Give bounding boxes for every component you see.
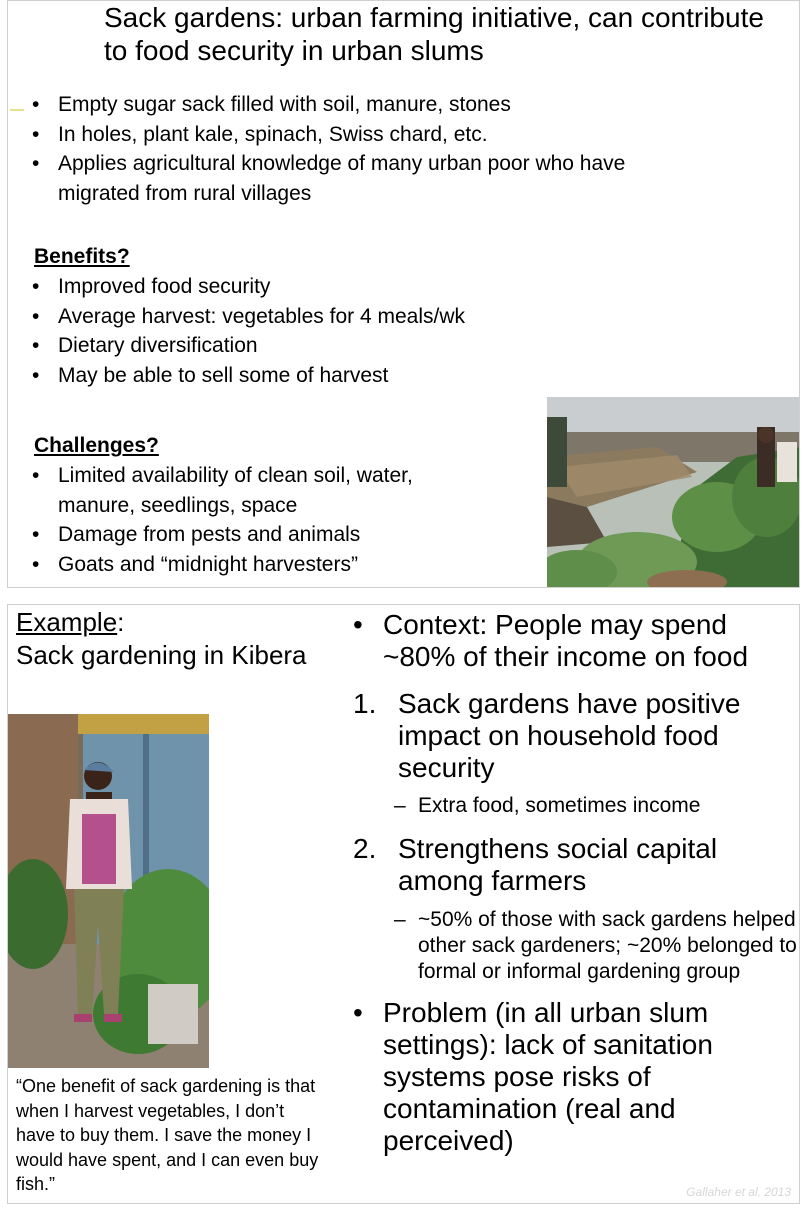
context-item xyxy=(353,609,798,673)
list-item: • Improved food security xyxy=(32,272,652,302)
example-heading xyxy=(16,606,307,672)
challenges-list xyxy=(32,461,452,579)
point-1-sub xyxy=(353,793,798,819)
number-marker: 2. xyxy=(353,833,377,864)
slum-garden-photo xyxy=(547,397,800,587)
slide-title: Sack gardens: urban farming initiative, can contribute to food security in urban slums xyxy=(104,2,764,66)
point-2-sub xyxy=(353,907,798,985)
point-1-text: Sack gardens have positive impact on household food security xyxy=(398,688,741,783)
point-2-text: Strengthens social capital among farmers xyxy=(398,833,718,896)
benefits-heading: Benefits? xyxy=(34,245,130,268)
problem-text: Problem (in all urban slum settings): lack of sanitation systems pose risks of contamination (real and perceived) xyxy=(383,997,713,1156)
benefits-list xyxy=(32,272,652,390)
list-item: • Dietary diversification xyxy=(32,331,652,361)
example-colon: : xyxy=(117,607,125,637)
context-text: Context: People may spend ~80% of their income on food xyxy=(383,609,749,672)
bullet-marker: • xyxy=(353,997,363,1028)
list-item: • Average harvest: vegetables for 4 meals/wk xyxy=(32,302,652,332)
problem-item xyxy=(353,997,798,1157)
list-item: • May be able to sell some of harvest xyxy=(32,361,652,391)
dash-marker: – xyxy=(394,794,406,817)
slum-garden-image xyxy=(547,397,800,587)
example-label: Example xyxy=(16,607,118,637)
list-item: • Goats and “midnight harvesters” xyxy=(32,550,452,580)
example-subtitle: Sack gardening in Kibera xyxy=(16,640,307,670)
woman-sack-garden-photo xyxy=(8,714,209,1068)
list-item: • Empty sugar sack filled with soil, manure, stones xyxy=(32,90,652,120)
number-marker: 1. xyxy=(353,688,377,719)
highlight-mark xyxy=(10,109,24,111)
kibera-woman-image xyxy=(8,714,209,1068)
slide-sack-gardens xyxy=(7,0,800,588)
farmer-quote: “One benefit of sack gardening is that when I harvest vegetables, I don’t have to buy them. I save the money I would have spent, and I can even buy fish.” xyxy=(16,1076,319,1194)
slide-kibera-example xyxy=(7,604,800,1204)
main-bullet-list xyxy=(32,90,652,208)
point-1 xyxy=(353,688,798,784)
point-2-sub-text: ~50% of those with sack gardens helped other sack gardeners; ~20% belonged to formal or informal gardening group xyxy=(418,908,797,983)
point-2 xyxy=(353,833,798,897)
list-item: • Damage from pests and animals xyxy=(32,520,452,550)
challenges-heading: Challenges? xyxy=(34,434,159,457)
list-item: • Applies agricultural knowledge of many urban poor who have migrated from rural villages xyxy=(32,149,652,208)
point-1-sub-text: Extra food, sometimes income xyxy=(418,794,701,817)
findings-column xyxy=(353,609,798,1157)
dash-marker: – xyxy=(394,908,406,931)
citation: Gallaher et al, 2013 xyxy=(686,1185,791,1199)
list-item: • Limited availability of clean soil, water, manure, seedlings, space xyxy=(32,461,452,520)
bullet-marker: • xyxy=(353,609,363,640)
list-item: • In holes, plant kale, spinach, Swiss chard, etc. xyxy=(32,120,652,150)
